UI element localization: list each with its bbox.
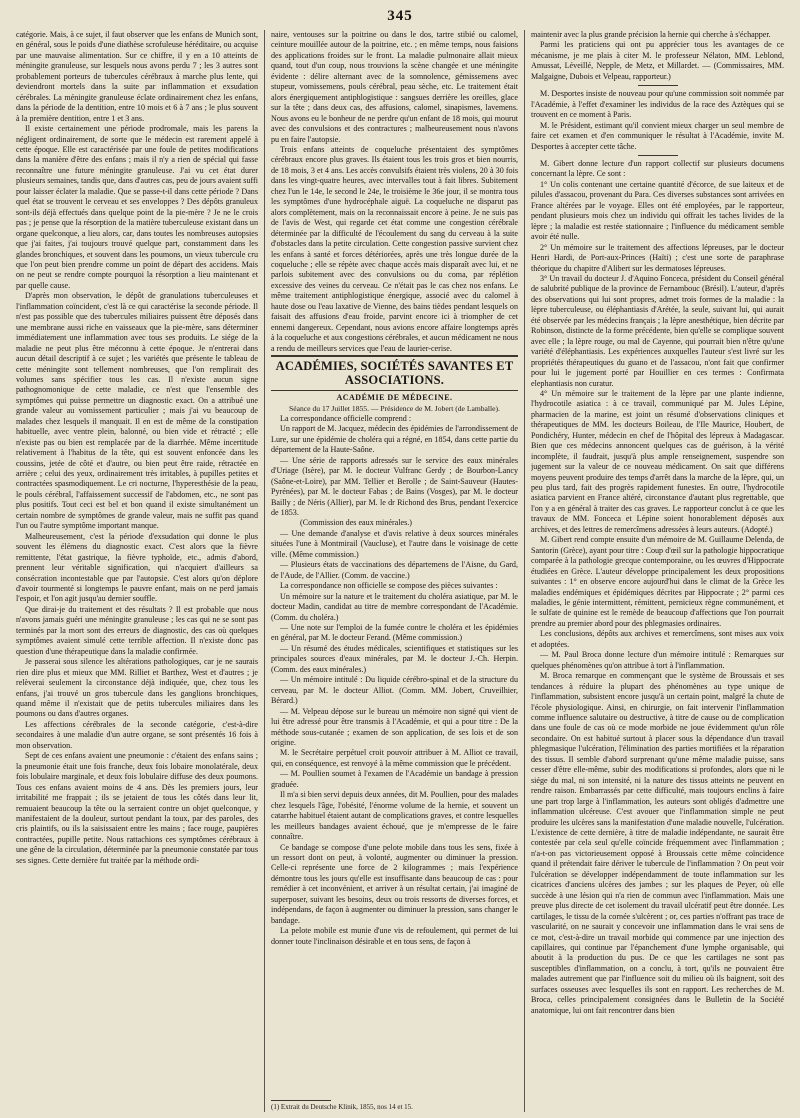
paragraph: La pelote mobile est munie d'une vis de refoulement, qui permet de lui donner toute l'inclinaison désirable et en tous sens, de façon à bbox=[271, 926, 518, 946]
paragraph: Sept de ces enfans avaient une pneumonie : c'étaient des enfans sains ; la pneumonie était une fois franche, deux fois lobaire monolatérale, deux fois lobulaire marginale, et deux fois lobulaire diffuse des deux poumons. Tous ces enfans avaient moins de 4 ans. Dès les premiers jours, leur irritabilité me frappait ; ils se jetaient de tous les côtés dans leur lit, remuaient beaucoup la tête ou la serraient contre un objet quelconque, y manifestaient de la douleur, surtout pendant la toux, par des paroles, des cris plaintifs, ou ils la saisissaient entre les mains ; face rouge, paupières contractées, pupille petite. Nous rattachions ces symptômes cérébraux à une gêne de la circulation, déterminée par la pneumonie constatée par tous ses signes. Cette dernière fut traitée par la méthode ordi- bbox=[16, 751, 258, 865]
paragraph: La correspondance non officielle se compose des pièces suivantes : bbox=[280, 581, 498, 591]
footnote-text: (1) Extrait du Deutsche Klinik, 1855, nos 14 et 15. bbox=[271, 1103, 413, 1111]
separator-rule bbox=[638, 85, 678, 86]
footnote bbox=[271, 1100, 518, 1112]
paragraph: M. le Président, estimant qu'il convient mieux charger un seul membre de faire cet examen et d'en communiquer le résultat à l'Académie, invite M. Desportes à accepter cette tâche. bbox=[531, 120, 784, 151]
paragraph: 2° Un mémoire sur le traitement des affections lépreuses, par le docteur Henri Hardi, de Port-aux-Princes (Haïti) ; c'est une sorte de paraphrase théorique du chapitre d'Alibert sur les dermatoses lépreuses. bbox=[531, 242, 784, 273]
column-3 bbox=[531, 30, 784, 1112]
paragraph: catégorie. Mais, à ce sujet, il faut observer que les enfans de Munich sont, en général, sous le poids d'une diathèse scrofuleuse héréditaire, ou acquise par une mauvaise alimentation. Sur ce chiffre, il y en a 10 atteints de méningite granuleuse, sur lesquels nous avons perdu 7 ; les 3 autres sont probablement porteurs de tubercules cérébraux à marche plus lente, qui deviendront mortels dans la suite par inflammation et exsudation cérébrales. La méningite granuleuse éclate ordinairement chez les enfans, dans la période de la dentition, entre 10 mois et 6 à 7 ans ; le plus souvent à la première dentition, entre 1 et 3 ans. bbox=[16, 30, 258, 123]
paragraph: Je passerai sous silence les altérations pathologiques, car je ne saurais rien dire plus et mieux que MM. Rilliet et Barthez, West et d'autres ; je relèverai seulement la circonstance déjà indiquée, que, chez tous les enfans, j'ai trouvé un gros tubercule dans les ganglions bronchiques, quand même il n'existait que de petits tubercules miliaires dans les poumons ou dans d'autres organes. bbox=[16, 657, 258, 719]
column-2 bbox=[271, 30, 518, 1112]
paragraph: Un rapport de M. Jacquez, médecin des épidémies de l'arrondissement de Lure, sur une épidémie de choléra qui a régné, en 1854, dans cette partie du département de la Haute-Saône. bbox=[271, 424, 518, 455]
paragraph: — M. Velpeau dépose sur le bureau un mémoire non signé qui vient de lui être adressé pour être transmis à l'Académie, et qui a pour titre : De la méthode sous-cutanée ; examen de son application, de ses lois et de son origine. bbox=[271, 706, 518, 747]
column-1 bbox=[16, 30, 258, 1112]
column-rule bbox=[264, 30, 265, 1112]
paragraph: — M. Poullien soumet à l'examen de l'Académie un bandage à pression graduée. bbox=[271, 769, 518, 789]
paragraph: Trois enfans atteints de coqueluche présentaient des symptômes cérébraux encore plus graves. Ils étaient tous les trois gros et bien nourris, de 18 mois, 3 et 4 ans. Les accès convulsifs étaient très violens, 20 à 30 fois dans les vingt-quatre heures, avec intervalles tout à fait libres. Subitement chez l'un le 14e, le second le 24e, le troisième le 36e jour, il se montra tous les symptômes d'une hydrocéphale aiguë. La coqueluche ne disparut pas alors complètement, mais on la reconnaissait encore à peine. Je ne suis pas de l'avis de West, qui regarde cet état comme une congestion cérébrale déterminée par la difficulté de l'écoulement du sang du cerveau à la suite d'obstacles dans la petite circulation. Cette congestion passive survient chez les enfans à santé et forces détériorées, après une très longue durée de la coqueluche ; elle se répète avec chaque accès mais disparaît avec lui, et ne parlois subitement avec des convulsions ou du coma, par réplétion excessive des veines du cerveau. Ce n'était pas le cas chez nos enfans. Le même traitement antiphlogistique énergique, associé avec du calomel à haute dose ou l'eau laxative de Vienne, des bains tièdes pendant lesquels on faisait des affusions d'eau froide, parvint encore ici à triompher de cet ennemi dangereux. Cependant, nous avions encore affaire longtemps après à la coqueluche et aux congestions cérébrales, et aucun médicament ne nous a rendu de meilleurs services que l'eau de laurier-cerise. bbox=[271, 144, 518, 353]
paragraph: Les conclusions, dépôts aux archives et remercîmens, sont mises aux voix et adoptées. bbox=[531, 629, 784, 649]
paragraph: — Une série de rapports adressés sur le service des eaux minérales d'Uriage (Isère), par M. le docteur Vulfranc Gerdy ; de Bourbon-Lancy (Saône-et-Loire), par MM. Tellier et Berolle ; de Saint-Sauveur (Hautes-Pyrénées), par M. le docteur Fabas ; de Bains (Vosges), par M. le docteur Bailly ; de Néris (Allier), par M. le dr Richond des Brus, pendant l'exercice de 1853. bbox=[271, 455, 518, 518]
paragraph: Un mémoire sur la nature et le traitement du choléra asiatique, par M. le docteur Madin, candidat au titre de membre correspondant de l'Académie. (Comm. du choléra.) bbox=[271, 591, 518, 622]
paragraph: — Une note sur l'emploi de la fumée contre le choléra et les épidémies en général, par M. le docteur Ferand. (Même commission.) bbox=[271, 623, 518, 643]
paragraph: Que dirai-je du traitement et des résultats ? Il est probable que nous n'avons jamais guéri une méningite granuleuse ; les cas qui ne se sont pas terminés par la mort sont des erreurs de diagnostic, des cas où quelques symptômes avaient simulé cette terrible affection. Il n'existe donc pas question d'une thérapeutique dans la maladie confirmée. bbox=[16, 604, 258, 656]
paragraph: — Un mémoire intitulé : Du liquide cérébro-spinal et de la structure du cerveau, par M. le docteur Alliot. (Comm. MM. Jobert, Cruveilhier, Bérard.) bbox=[271, 675, 518, 706]
paragraph: maintenir avec la plus grande précision la hernie qui cherche à s'échapper. bbox=[531, 30, 771, 39]
paragraph: D'après mon observation, le dépôt de granulations tuberculeuses et l'inflammation coïncident, c'est là ce qui caractérise la seconde période. Il n'est pas possible que des tubercules miliaires puissent être déposés dans une membrane aussi riche en vaisseaux que la pie-mère, sans déterminer immédiatement une inflammation avec tous ses produits. Le siége de la maladie ne peut plus être méconnu à cette époque. Je n'entrerai dans aucun détail descriptif à ce sujet ; les variétés que présente le tableau de cette méningite sont tellement nombreuses, que l'on remplirait des volumes sans spécifier tous les cas. Il n'existe aucun signe pathognomonique de cette maladie, ce n'est que l'ensemble des symptômes qui puisse permettre un diagnostic exact. On a attribué une grande valeur au vomissement particulier ; mais j'ai vu beaucoup de malades chez lesquels il manquait. Il en est de même de la constipation habituelle, avec ventre plein, balonné, ou bien vide et rétracté ; elle n'existe pas ou bien est remplacée par de la diarrhée. Même incertitude relativement à l'habitus de la tête, qui est souvent enfoncée dans les coussins, jetée de côté et d'autre, ou bien peut être raide, rétractée en arrière ; celui des yeux, ordinairement très irritables, à pupilles petites et contractées spasmodiquement. Le cri nocturne, l'hyperesthésie de la peau, le pouls cérébral, l'affaissement successif de l'abdomen, etc., ne sont pas plus positifs. Tout ceci est bel et bon quand il existe simultanément un certain nombre de symptômes de grande valeur, mais ne suffit pas quand l'un ou l'autre symptôme important manque. bbox=[16, 291, 258, 531]
paragraph: Il m'a si bien servi depuis deux années, dit M. Poullien, pour des malades chez lesquels l'âge, l'obésité, l'énorme volume de la hernie, et souvent un catarrhe habituel étaient autant de complications graves, et contre lesquelles les meilleurs bandages avaient échoué, que je m'empresse de le faire connaître. bbox=[271, 790, 518, 842]
paragraph: 1° Un colis contenant une certaine quantité d'écorce, de sue laiteux et de pilules d'assacou, provenant du Para. Ces diverses substances sont arrivées en France altérées par le voyage. Elles ont été employées, par le rapporteur, pendant plusieurs mois chez un individu qui offrait les taches livides de la lèpre ; la maladie est restée stationnaire ; l'influence du médicament semble avoir été nulle. bbox=[531, 179, 784, 242]
meeting-line: Séance du 17 Juillet 1855. — Présidence de M. Jobert (de Lamballe). bbox=[289, 403, 500, 413]
paragraph: Parmi les praticiens qui ont pu apprécier tous les avantages de ce mécanisme, je me plais à citer M. le professeur Nélaton, MM. Leblond, Amussat, Léveillé, Nepple, de Metz, et Millardet. — (Commissaires, MM. Malgaigne, Dubois et Velpeau, rapporteur.) bbox=[531, 40, 784, 81]
paragraph: — M. Paul Broca donne lecture d'un mémoire intitulé : Remarques sur quelques phénomènes qu'on attribue à tort à l'inflammation. bbox=[531, 650, 784, 670]
paragraph: Les affections cérébrales de la seconde catégorie, c'est-à-dire secondaires à une maladie d'un autre organe, se sont présentés 16 fois à mon observation. bbox=[16, 719, 258, 750]
footnote-rule bbox=[271, 1100, 331, 1101]
paragraph: — Un résumé des études médicales, scientifiques et statistiques sur les principales sources d'eaux minérales, par M. le docteur J.-Ch. Herpin. (Comm. des eaux minérales.) bbox=[271, 643, 518, 674]
paragraph: M. Gibert rend compte ensuite d'un mémoire de M. Guillaume Delenda, de Santorin (Grèce), ayant pour titre : Coup d'œil sur la pathologie hippocratique comparée à la pathologie grecque contemporaine, ou les œuvres d'Hippocrate étudiées en Grèce. L'auteur développe principalement les deux propositions suivantes : 1° en observe encore aujourd'hui dans le climat de la Grèce les maladies endémiques et épidémiques décrites par Hippocrate ; 2° parmi ces maladies, le génie intermittent, rémittent, pernicieux règne communément, et le sulfate de quinine est le remède de beaucoup d'affections que l'on pourrait prendre au premier abord pour des phlegmasies ordinaires. bbox=[531, 535, 784, 628]
page-number: 345 bbox=[387, 8, 413, 24]
paragraph: M. le Secrétaire perpétuel croit pouvoir attribuer à M. Alliot ce travail, qui, en conséquence, est renvoyé à la même commission que le précédent. bbox=[271, 748, 518, 768]
separator-rule bbox=[638, 155, 678, 156]
paragraph: Il existe certainement une période prodromale, mais les parens la négligent ordinairement, de sorte que le médecin est rarement appelé à cette époque. Elle est caractérisée par une foule de petites modifications dans la manière d'être des enfans ; mais il n'y a rien de spécial qui fasse reconnaître une future méningite granuleuse. J'ai vu cet état durer plusieurs semaines, tandis que, dans d'autres cas, peu de jours avaient suffi pour laisser éclater la maladie. Que se passe-t-il dans cette période ? Dans quel état se trouvent le cerveau et ses enveloppes ? Des dépôts granuleux sont-ils déjà effectués dans quelque point de la pie-mère ? Je ne le crois pas ; je pense que la résorption de la matière tuberculeuse existant dans un organe quelconque, a lieu alors, car, dans toutes les nombreuses autopsies que j'ai faites, j'ai toujours trouvé quelque part, constamment dans les glandes bronchiques, et souvent dans les poumons, un vieux tubercule cru que l'on peut bien prendre comme un point de départ des accidens. Mais on ne peut se rendre compte pourquoi la résorption a lieu maintenant et par quelle cause. bbox=[16, 124, 258, 290]
paragraph: La correspondance officielle comprend : bbox=[280, 413, 412, 423]
paragraph: — Plusieurs états de vaccinations des départemens de l'Aisne, du Gard, de l'Aude, de l'Allier. (Comm. de vaccine.) bbox=[271, 560, 518, 580]
paragraph: naire, ventouses sur la poitrine ou dans le dos, tartre stibié ou calomel, ceinture mouillée autour de la poitrine, etc. ; en même temps, nous faisions des applications froides sur le front. La maladie pulmonaire allait mieux quand, tout d'un coup, nous trouvions la scène changée et une méningite évidente : délire alternant avec de la somnolence, gémissemens avec stupeur, vomissemens, pouls cérébral, peau sèche, etc. Le traitement était alors énergiquement antiphlogistique : sangsues derrière les oreilles, glace sur la tête ; dans deux cas, des affusions, calomel, sinapismes, lavemens. Nous avons eu le bonheur de ne perdre qu'un enfant de 18 mois, qui mourut avec des convulsions et des contractures ; malheureusement nous n'avons pu en faire l'autopsie. bbox=[271, 30, 518, 144]
paragraph: 3° Un travail du docteur J. d'Aquino Fonceca, président du Conseil général de salubrité publique de la province de Fernambouc (Brésil). L'auteur, d'après des observations qui lui sont propres, admet trois formes de la maladie : la lèpre tuberculeuse, ou éléphantiasis d'Arétée, la seule, suivant lui, qui aurait été observée par les médecins français ; la lèpre anesthétique, bien décrite par Robinson, distincte de la forme précédente, bien qu'elle se complique souvent avec elle ; la lèpre rouge, ou mal de Cayenne, qui pourrait bien n'être qu'une variété d'éléphantiasis. Les expériences auxquelles l'auteur s'est livré sur les propriétés thérapeutiques du guano et de l'assacou, n'ont fait que confirmer pour lui le jugement porté par Houillier en ces termes : Confirmata elephantiasis non curatur. bbox=[531, 273, 784, 388]
paragraph: (Commission des eaux minérales.) bbox=[300, 518, 412, 528]
section-rule bbox=[271, 355, 518, 357]
paragraph: M. Gibert donne lecture d'un rapport collectif sur plusieurs documens concernant la lèpre. Ce sont : bbox=[531, 158, 784, 179]
paragraph: M. Desportes insiste de nouveau pour qu'une commission soit nommée par l'Académie, à l'effet d'examiner les individus de la race des Aztèques qui se trouvent en ce moment à Paris. bbox=[531, 89, 784, 120]
paragraph: Ce bandage se compose d'une pelote mobile dans tous les sens, fixée à un ressort dont on peut, à volonté, augmenter ou diminuer la pression. Celle-ci représente une force de 2 kilogrammes ; mais l'expérience démontre tous les jours qu'elle est insuffisante dans beaucoup de cas : pour remédier à cet inconvénient, et arriver à un résultat certain, j'ai imaginé de superposer, suivant les besoins, deux ou trois ressorts de diverses forces, et indépendans, de façon à augmenter ou diminuer la pression, sans changer le bandage. bbox=[271, 842, 518, 925]
paragraph: M. Broca remarque en commençant que le système de Broussais et ses tendances à réduire la plupart des phénomènes au type unique de l'inflammation, subsistent encore jusqu'à un certain point, malgré la chute de l'école physiologique. Ainsi, en chirurgie, on fait intervenir l'inflammation comme influence salutaire ou destructive, à titre de cause ou de complication dans une foule de cas où ce mode morbide ne joue évidemment qu'un rôle secondaire. On est habitué surtout à placer sous la dépendance d'un travail phlegmasique l'ulcération, l'élimination des parties mortifiées et la réparation des tissus. Il semble d'abord surprenant qu'une même maladie puisse, sans cesser d'être elle-même, subir des modifications si profondes, alors que ni le siége du mal, ni son intensité, ni la nature des tissus atteints ne peuvent en rendre raison. Embarrassés par cette difficulté, mais toujours enclins à faire une part trop large à l'inflammation, les auteurs sont obligés d'admettre une inflammation ulcéreuse. C'est avouer que l'inflammation simple ne peut produire les ulcères sans la manifestation d'une maladie nouvelle, l'ulcération. L'existence de cette dernière, à titre de maladie indépendante, ne saurait être contestée par cela seul qu'elle coïncide fréquemment avec l'inflammation ; n'a-t-on pas victorieusement opposé à Broussais cette même coïncidence quand il prétendait faire dériver le tubercule de l'inflammation ? On peut voir l'ulcération se développer indépendamment de toute inflammation sur les cicatrices d'anciens ulcères des jambes ; sur les plaques de Peyer, où elle succède à une lésion qui n'a rien de commun avec l'inflammation. Mais une preuve plus directe de cet isolement du travail ulcératif peut être donnée. Les cartilages, le tissu de la cornée s'ulcèrent ; or, ces parties n'offrant pas trace de vascularité, on ne saurait y concevoir une inflammation dans le vrai sens de ce mot, c'est-à-dire un travail morbide qui commence par une injection des capillaires, qui continue par l'épanchement d'une lymphe organisable, qui aboutit à la production du pus. De ce que les cartilages ne sont pas susceptibles d'inflammation, on a conclu, à tort, qu'ils ne pouvaient être malades autrement que par l'influence soit du milieu où ils baignent, soit des surfaces osseuses avec lesquelles ils sont en rapport. Les recherches de M. Broca, celles principalement consignées dans le Bulletin de la Société anatomique, lui ont fait rencontrer dans bien bbox=[531, 671, 784, 1015]
paragraph: — Une demande d'analyse et d'avis relative à deux sources minérales situées l'une à Montmirail (Vaucluse), et l'autre dans le voisinage de cette ville. (Même commission.) bbox=[271, 528, 518, 559]
paragraph: 4° Un mémoire sur le traitement de la lèpre par une plante indienne, l'hydrocotile asiatica : à ce travail, communiqué par M. Jules Lépine, pharmacien de la marine, est joint un résumé d'observations cliniques et thérapeutiques de MM. les docteurs Boileau, de l'Ile Maurice, Houbert, de Pondichéry, Hunter, médecin en chef de l'hôpital des lépreux à Madagascar. Bien que ces médecins annoncent quelques cas de guérison, à la vérité incomplète, il faudrait, jusqu'à plus ample renseignement, suspendre son jugement sur la valeur de ce nouveau médicament. On sait que différens moyens peuvent produire des temps d'arrêt dans la marche de la lèpre, qui, un peu plus tard, fait des progrès rapidement funestes. En outre, l'hydrocotile asiatica parvient en France altéré, circonstance d'autant plus regrettable, que l'on y a en général à traiter des cas graves. Le rapporteur conclut à ce que les travaux de MM. Fonceca et Lépine soient honorablement déposés aux archives, et des lettres de remercîmens adressées à leurs auteurs. (Adopté.) bbox=[531, 388, 784, 534]
column-rule bbox=[524, 30, 525, 1112]
section-subtitle: ACADÉMIE DE MÉDECINE. bbox=[336, 393, 453, 403]
section-rule bbox=[271, 390, 518, 391]
section-title: ACADÉMIES, SOCIÉTÉS SAVANTES ET ASSOCIATIONS. bbox=[275, 359, 514, 388]
paragraph: Malheureusement, c'est la période d'exsudation qui donne le plus souvent les élémens du diagnostic exact. C'est alors que la fièvre remittente, l'état gastrique, la fièvre typhoïde, etc., admis d'abord, prennent leur véritable signification, qui n'acquiert d'ailleurs sa consécration incontestable que par l'autopsie. C'est alors qu'on déplore d'avoir tourmenté si longtemps le pauvre enfant, mais on ne perd jamais l'espoir, et l'on agit jusqu'au dernier souffle. bbox=[16, 531, 258, 604]
